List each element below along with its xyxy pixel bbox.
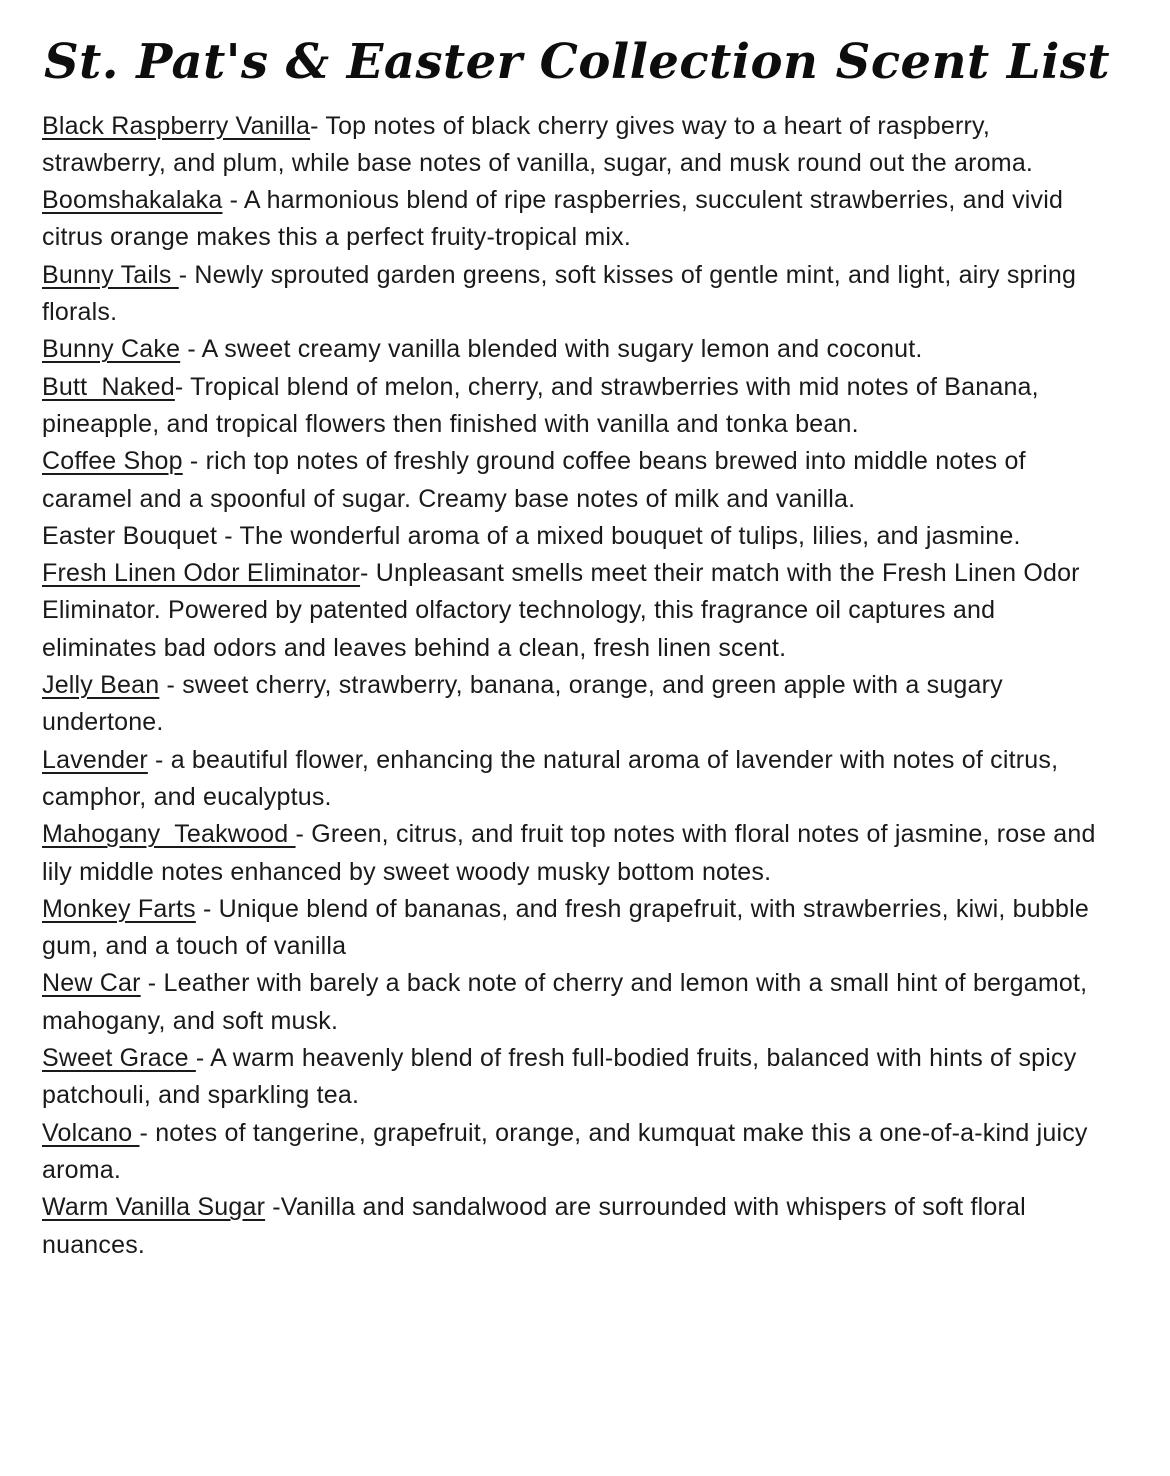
scent-entry xyxy=(42,555,1112,667)
scent-name: Easter Bouquet xyxy=(42,521,218,550)
scent-separator: - xyxy=(182,447,206,476)
scent-separator: - xyxy=(310,111,326,140)
scent-name: Jelly Bean xyxy=(42,671,160,700)
scent-name: Monkey Farts xyxy=(42,894,196,923)
scent-description: notes of tangerine, grapefruit, orange, and kumquat make this a one-of-a-kind juicy aroma. xyxy=(42,1118,1095,1184)
scent-separator: - xyxy=(195,1044,211,1073)
scent-separator: - xyxy=(174,372,191,401)
scent-description: sweet cherry, strawberry, banana, orange, and green apple with a sugary undertone. xyxy=(42,671,1011,737)
scent-name: Volcano xyxy=(42,1118,140,1147)
scent-description: Newly sprouted garden greens, soft kisses of gentle mint, and light, airy spring florals. xyxy=(42,260,1084,327)
scent-separator: - xyxy=(159,671,183,700)
scent-description: A sweet creamy vanilla blended with sugary lemon and coconut. xyxy=(201,335,923,364)
scent-description: rich top notes of freshly ground coffee beans brewed into middle notes of caramel and a spoonful of sugar. Creamy base notes of milk and vanilla. xyxy=(42,447,1033,513)
scent-name: Mahogany Teakwood xyxy=(42,820,296,849)
scent-separator: - xyxy=(147,745,171,774)
scent-entry xyxy=(42,369,1112,444)
scent-separator: - xyxy=(180,335,202,364)
scent-name: Lavender xyxy=(42,745,148,774)
scent-name: Boomshakalaka xyxy=(42,186,223,215)
scent-separator: - xyxy=(222,186,244,215)
scent-description: A warm heavenly blend of fresh full-bodied fruits, balanced with hints of spicy patchouli, and sparkling tea. xyxy=(42,1044,1084,1110)
scent-name: Bunny Cake xyxy=(42,335,181,364)
scent-list xyxy=(42,108,1112,1264)
scent-entry xyxy=(42,182,1112,257)
scent-entry xyxy=(42,331,1112,368)
scent-description: Vanilla and sandalwood are surrounded with whispers of soft floral nuances. xyxy=(42,1193,1034,1259)
scent-separator: - xyxy=(178,260,195,289)
scent-description: Leather with barely a back note of cherry and lemon with a small hint of bergamot, mahogany, and soft musk. xyxy=(42,969,1095,1035)
scent-name: Bunny Tails xyxy=(42,260,179,289)
scent-description: Unpleasant smells meet their match with the Fresh Linen Odor Eliminator. Powered by patented olfactory technology, this fragrance oil captures and eliminates bad odors and leaves behind a clean, fresh linen scent. xyxy=(42,559,1087,662)
scent-entry xyxy=(42,108,1112,183)
scent-entry xyxy=(42,518,1112,555)
scent-entry xyxy=(42,965,1112,1040)
scent-entry xyxy=(42,443,1112,518)
scent-description: A harmonious blend of ripe raspberries, succulent strawberries, and vivid citrus orange makes this a perfect fruity-tropical mix. xyxy=(42,186,1071,252)
scent-entry xyxy=(42,1115,1112,1190)
scent-name: Coffee Shop xyxy=(42,447,183,476)
page-title: St. Pat's & Easter Collection Scent List xyxy=(43,34,1111,90)
scent-description: Unique blend of bananas, and fresh grapefruit, with strawberries, kiwi, bubble gum, and a touch of vanilla xyxy=(42,894,1097,961)
scent-name: Black Raspberry Vanilla xyxy=(42,111,311,140)
scent-description: Top notes of black cherry gives way to a heart of raspberry, strawberry, and plum, while base notes of vanilla, sugar, and musk round out the aroma. xyxy=(42,111,1034,177)
scent-separator: - xyxy=(265,1193,281,1222)
scent-separator: - xyxy=(217,521,240,550)
scent-description: a beautiful flower, enhancing the natural aroma of lavender with notes of citrus, camphor, and eucalyptus. xyxy=(42,745,1066,811)
scent-description: Green, citrus, and fruit top notes with floral notes of jasmine, rose and lily middle notes enhanced by sweet woody musky bottom notes. xyxy=(42,820,1103,886)
scent-entry xyxy=(42,742,1112,817)
scent-separator: - xyxy=(295,820,312,849)
scent-separator: - xyxy=(360,559,376,588)
scent-entry xyxy=(42,257,1112,332)
scent-separator: - xyxy=(140,969,164,998)
scent-separator: - xyxy=(195,894,219,923)
scent-name: New Car xyxy=(42,969,141,998)
scent-entry xyxy=(42,1189,1112,1264)
scent-name: Sweet Grace xyxy=(42,1044,196,1073)
scent-description: The wonderful aroma of a mixed bouquet of tulips, lilies, and jasmine. xyxy=(239,521,1021,550)
scent-separator: - xyxy=(139,1118,156,1147)
scent-name: Fresh Linen Odor Eliminator xyxy=(42,559,361,588)
scent-entry xyxy=(42,1040,1112,1115)
scent-entry xyxy=(42,667,1112,742)
scent-entry xyxy=(42,816,1112,891)
scent-name: Butt Naked xyxy=(42,372,175,401)
scent-name: Warm Vanilla Sugar xyxy=(42,1193,266,1222)
scent-description: Tropical blend of melon, cherry, and strawberries with mid notes of Banana, pineapple, and tropical flowers then finished with vanilla and tonka bean. xyxy=(42,372,1046,438)
scent-entry xyxy=(42,891,1112,966)
